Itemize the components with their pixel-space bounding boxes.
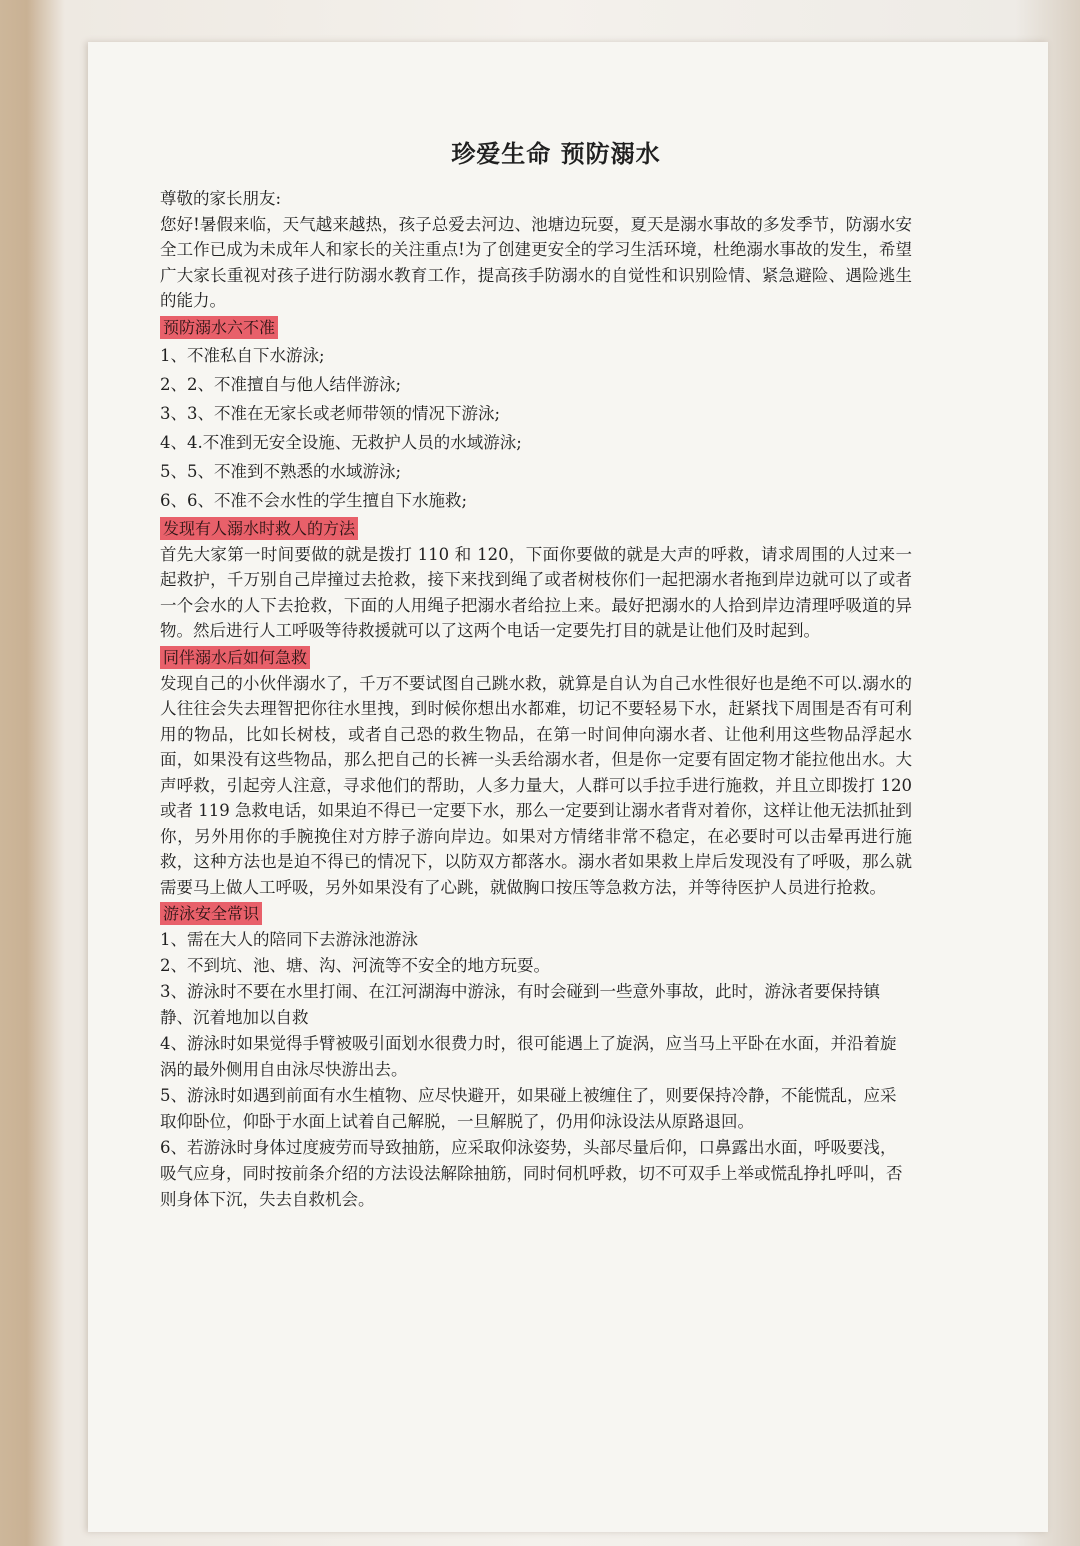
greeting: 尊敬的家长朋友: — [160, 189, 282, 208]
list-item: 5、5、不准到不熟悉的水域游泳; — [160, 461, 402, 481]
section-heading-rescue: 发现有人溺水时救人的方法 — [160, 517, 358, 540]
list-item: 4、4.不准到无安全设施、无救护人员的水域游泳; — [160, 432, 522, 452]
list-item: 6、6、不准不会水性的学生擅自下水施救; — [160, 490, 468, 510]
list-item: 1、需在大人的陪同下去游泳池游泳 — [160, 930, 418, 949]
section-heading-companion: 同伴溺水后如何急救 — [160, 646, 310, 669]
intro-paragraph: 您好!暑假来临，天气越来越热，孩子总爱去河边、池塘边玩耍，夏天是溺水事故的多发季节，防溺水安全工作已成为未成年人和家长的关注重点!为了创建更安全的学习生活环境，杜绝溺水事故的发生，希望广大家长重视对孩子进行防溺水教育工作，提高孩手防溺水的自觉性和识别险情、紧急避险、遇险逃生的能力。 — [160, 214, 912, 310]
list-item: 6、若游泳时身体过度疲劳而导致抽筋，应采取仰泳姿势，头部尽量后仰，口鼻露出水面，呼吸要浅，吸气应身，同时按前条介绍的方法设法解除抽筋，同时伺机呼救，切不可双手上举或慌乱挣扎呼叫，否则身体下沉，失去自救机会。 — [160, 1138, 903, 1209]
list-item: 4、游泳时如果觉得手臂被吸引面划水很费力时，很可能遇上了旋涡，应当马上平卧在水面，并沿着旋涡的最外侧用自由泳尽快游出去。 — [160, 1034, 897, 1079]
section-heading-rules: 预防溺水六不准 — [160, 316, 278, 339]
rules-list — [160, 341, 912, 515]
companion-paragraph: 发现自己的小伙伴溺水了，千万不要试图自己跳水救，就算是自认为自己水性很好也是绝不可以.溺水的人往往会失去理智把你往水里拽，到时候你想出水都难，切记不要轻易下水，赶紧找下周围是否有可利用的物品，比如长树枝，或者自己恐的救生物品，在第一时间伸向溺水者、让他利用这些物品浮起水面，如果没有这些物品，那么把自己的长裤一头丢给溺水者，但是你一定要有固定物才能拉他出水。大声呼救，引起旁人注意，寻求他们的帮助，人多力量大，人群可以手拉手进行施救，并且立即拨打 120 或者 119 急救电话，如果迫不得已一定要下水，那么一定要到让溺水者背对着你，这样让他无法抓扯到你，另外用你的手腕挽住对方脖子游向岸边。如果对方情绪非常不稳定，在必要时可以击晕再进行施救，这种方法也是迫不得已的情况下，以防双方都落水。溺水者如果救上岸后发现没有了呼吸，那么就需要马上做人工呼吸，另外如果没有了心跳，就做胸口按压等急救方法，并等待医护人员进行抢救。 — [160, 673, 912, 897]
list-item: 2、不到坑、池、塘、沟、河流等不安全的地方玩耍。 — [160, 956, 550, 975]
list-item: 3、游泳时不要在水里打闹、在江河湖海中游泳，有时会碰到一些意外事故，此时，游泳者要保持镇静、沉着地加以自救 — [160, 982, 880, 1027]
list-item: 2、2、不准擅自与他人结伴游泳; — [160, 374, 402, 394]
list-item: 3、3、不准在无家长或老师带领的情况下游泳; — [160, 403, 501, 423]
document-body — [160, 136, 912, 1213]
list-item: 5、游泳时如遇到前面有水生植物、应尽快避开，如果碰上被缠住了，则要保持冷静，不能慌乱，应采取仰卧位，仰卧于水面上试着自己解脱，一旦解脱了，仍用仰泳设法从原路退回。 — [160, 1086, 897, 1131]
page-title: 珍爱生命 预防溺水 — [451, 139, 661, 168]
list-item: 1、不准私自下水游泳; — [160, 345, 325, 365]
rescue-paragraph: 首先大家第一时间要做的就是拨打 110 和 120，下面你要做的就是大声的呼救，请求周围的人过来一起救护，千万别自己岸撞过去抢救，接下来找到绳了或者树枝你们一起把溺水者拖到岸边就可以了或者一个会水的人下去抢救，下面的人用绳子把溺水者给拉上来。最好把溺水的人拾到岸边清理呼吸道的异物。然后进行人工呼吸等待救援就可以了这两个电话一定要先打目的就是让他们及时起到。 — [160, 544, 912, 640]
section-heading-swim-safety: 游泳安全常识 — [160, 902, 262, 925]
swim-safety-list — [160, 927, 912, 1213]
